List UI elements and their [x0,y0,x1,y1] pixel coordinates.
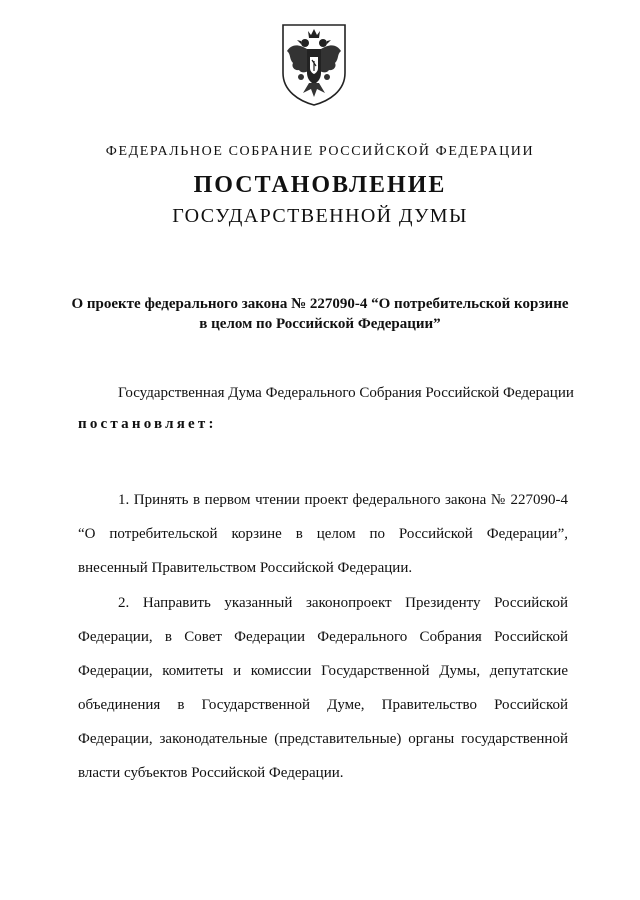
resolution-subject [60,294,580,334]
subject-line-2: в целом по Российской Федерации” [199,316,441,332]
document-issuer-title: ГОСУДАРСТВЕННОЙ ДУМЫ [172,205,468,227]
preamble-paragraph [78,383,574,403]
document-type-title: ПОСТАНОВЛЕНИЕ [193,172,447,198]
resolution-paragraph-1: 1. Принять в первом чтении проект федерального закона № 227090-4 “О потребительской корзине в целом по Российской Федерации”, внесенный Правительством Российской Федерации. [78,492,568,576]
russian-double-headed-eagle-emblem [279,21,349,107]
subject-line-1: О проекте федерального закона № 227090-4 “О потребительской корзине [71,296,569,312]
resolves-keyword: постановляет: [78,416,217,432]
federal-assembly-heading: ФЕДЕРАЛЬНОЕ СОБРАНИЕ РОССИЙСКОЙ ФЕДЕРАЦИИ [105,144,535,159]
resolution-paragraph-2: 2. Направить указанный законопроект Президенту Российской Федерации, в Совет Федерации Федерального Собрания Российской Федерации, комитеты и комиссии Государственной Думы, депутатские объединения в Государственной Думе, Правительство Российской Федерации, законодательные (представительные) органы государственной власти субъектов Российской Федерации. [78,595,568,781]
preamble-text: Государственная Дума Федерального Собрания Российской Федерации [118,385,574,401]
